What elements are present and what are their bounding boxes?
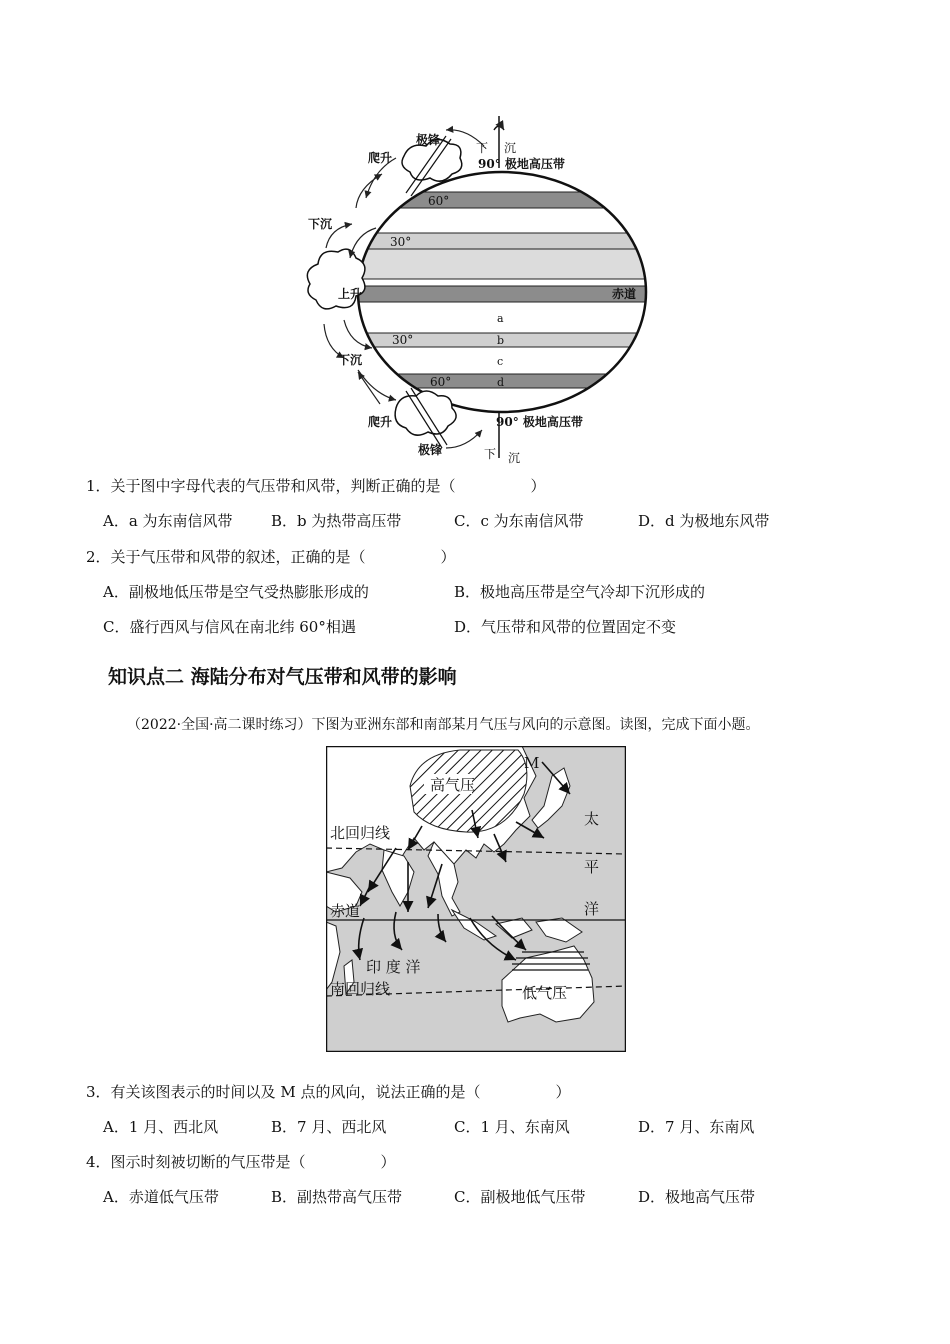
question-4-stem: 4．图示时刻被切断的气压带是（ ）: [86, 1153, 396, 1171]
label-top-sink2: 沉: [504, 141, 517, 155]
label-bottom-sink: 下: [484, 447, 497, 461]
question-2-option-d[interactable]: D．气压带和风带的位置固定不变: [454, 618, 677, 636]
label-indian-ocean: 印 度 洋: [366, 958, 421, 976]
label-high-pressure: 高气压: [430, 776, 476, 794]
section-title: 知识点二 海陆分布对气压带和风带的影响: [108, 666, 457, 688]
question-2-option-b[interactable]: B．极地高压带是空气冷却下沉形成的: [454, 583, 706, 601]
band-north-tropic: [346, 249, 662, 279]
cloud-south: [395, 391, 456, 435]
label-north-pole-high: 90° 极地高压带: [478, 157, 565, 171]
label-tropic-s: 南回归线: [330, 980, 391, 998]
label-pacific-2: 平: [584, 858, 600, 876]
label-band-d: d: [497, 376, 505, 389]
label-lat30-n: 30°: [390, 235, 412, 249]
label-band-a: a: [497, 312, 504, 325]
label-climb-n: 爬升: [368, 151, 393, 165]
label-south-pole-high: 90° 极地高压带: [496, 415, 583, 429]
question-2-option-c[interactable]: C．盛行西风与信风在南北纬 60°相遇: [103, 618, 356, 636]
question-source: （2022·全国·高二课时练习）下图为亚洲东部和南部某月气压与风向的示意图。读图，完成下面小题。: [127, 717, 760, 733]
label-equator: 赤道: [330, 902, 361, 920]
label-pacific-1: 太: [584, 810, 600, 828]
question-1-option-d[interactable]: D．d 为极地东风带: [638, 512, 770, 530]
question-4-option-a[interactable]: A．赤道低气压带: [103, 1188, 219, 1206]
question-4-option-d[interactable]: D．极地高气压带: [638, 1188, 756, 1206]
label-lat60-n: 60°: [428, 194, 450, 208]
label-rise: 上升: [338, 287, 363, 301]
asia-pressure-map: [326, 746, 626, 1052]
label-point-m: M: [524, 754, 540, 772]
label-low-pressure: 低气压: [522, 984, 568, 1002]
question-4-option-c[interactable]: C．副极地低气压带: [454, 1188, 586, 1206]
label-equator: 赤道: [612, 287, 637, 301]
question-3-option-b[interactable]: B．7 月、西北风: [271, 1118, 387, 1136]
label-sink-left-s: 下沉: [338, 353, 363, 367]
question-2-stem: 2．关于气压带和风带的叙述，正确的是（ ）: [86, 548, 456, 566]
label-lat60-s: 60°: [430, 375, 452, 389]
label-sink-left: 下沉: [308, 217, 333, 231]
label-pacific-3: 洋: [584, 900, 600, 918]
question-1-option-b[interactable]: B．b 为热带高压带: [271, 512, 402, 530]
label-top-sink: 下: [476, 141, 489, 155]
pressure-belt-diagram: [296, 108, 662, 468]
label-climb-s: 爬升: [368, 415, 393, 429]
question-3-option-c[interactable]: C．1 月、东南风: [454, 1118, 570, 1136]
question-3-option-d[interactable]: D．7 月、东南风: [638, 1118, 755, 1136]
question-1-option-a[interactable]: A．a 为东南信风带: [103, 512, 233, 530]
question-3-stem: 3．有关该图表示的时间以及 M 点的风向，说法正确的是（ ）: [86, 1083, 571, 1101]
label-band-c: c: [497, 355, 504, 368]
band-north-60: [346, 192, 662, 208]
label-polar-front-s: 极锋: [418, 443, 443, 457]
question-1-stem: 1．关于图中字母代表的气压带和风带，判断正确的是（ ）: [86, 477, 546, 495]
label-lat30-s: 30°: [392, 333, 414, 347]
question-2-option-a[interactable]: A．副极地低压带是空气受热膨胀形成的: [103, 583, 369, 601]
question-4-option-b[interactable]: B．副热带高气压带: [271, 1188, 403, 1206]
label-polar-front-n: 极锋: [416, 133, 441, 147]
label-bottom-sink2: 沉: [508, 451, 521, 465]
question-1-option-c[interactable]: C．c 为东南信风带: [454, 512, 584, 530]
label-tropic-n: 北回归线: [330, 824, 391, 842]
question-3-option-a[interactable]: A．1 月、西北风: [103, 1118, 219, 1136]
label-band-b: b: [497, 334, 505, 347]
